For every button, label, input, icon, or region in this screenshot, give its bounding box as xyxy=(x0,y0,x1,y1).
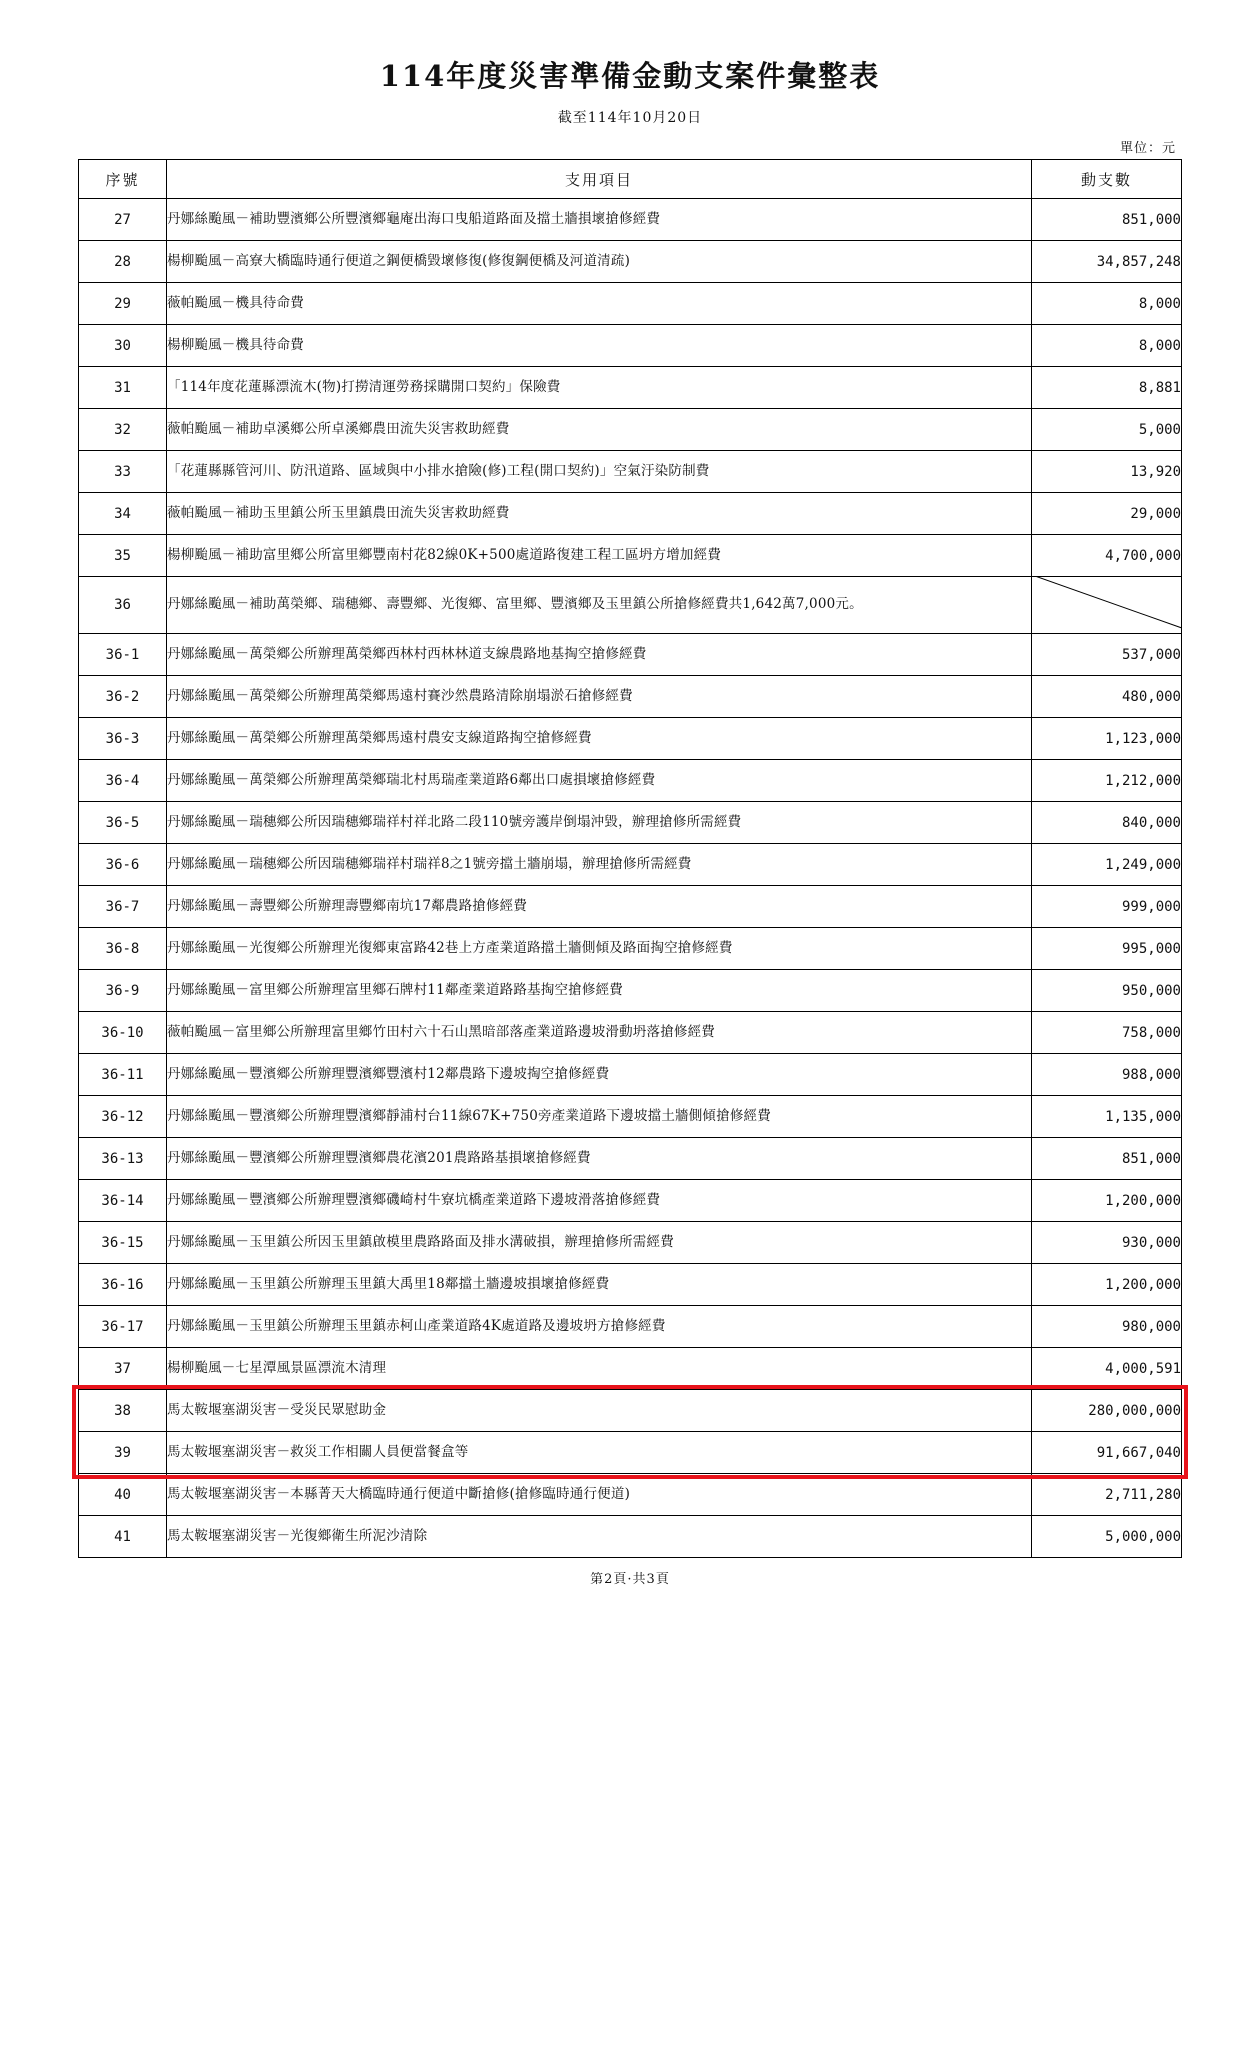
row-amount: 34,857,248 xyxy=(1032,241,1182,283)
row-sequence: 34 xyxy=(79,493,167,535)
row-sequence: 27 xyxy=(79,199,167,241)
row-amount: 950,000 xyxy=(1032,970,1182,1012)
row-sequence: 36-16 xyxy=(79,1264,167,1306)
row-item-description: 丹娜絲颱風－補助豐濱鄉公所豐濱鄉龜庵出海口曳船道路面及擋土牆損壞搶修經費 xyxy=(167,199,1032,241)
row-sequence: 36 xyxy=(79,577,167,634)
row-amount: 13,920 xyxy=(1032,451,1182,493)
row-sequence: 36-9 xyxy=(79,970,167,1012)
row-item-description: 薇帕颱風－補助卓溪鄉公所卓溪鄉農田流失災害救助經費 xyxy=(167,409,1032,451)
row-sequence: 36-5 xyxy=(79,802,167,844)
table-row xyxy=(79,718,1182,760)
row-sequence: 37 xyxy=(79,1348,167,1390)
row-sequence: 35 xyxy=(79,535,167,577)
table-row xyxy=(79,802,1182,844)
table-row xyxy=(79,493,1182,535)
table-row xyxy=(79,1264,1182,1306)
row-sequence: 36-3 xyxy=(79,718,167,760)
row-sequence: 36-4 xyxy=(79,760,167,802)
row-amount xyxy=(1032,577,1182,634)
row-amount: 1,200,000 xyxy=(1032,1180,1182,1222)
row-item-description: 丹娜絲颱風－玉里鎮公所因玉里鎮啟模里農路路面及排水溝破損，辦理搶修所需經費 xyxy=(167,1222,1032,1264)
row-amount: 8,000 xyxy=(1032,283,1182,325)
table-row xyxy=(79,325,1182,367)
row-amount: 4,000,591 xyxy=(1032,1348,1182,1390)
row-item-description: 馬太鞍堰塞湖災害－救災工作相關人員便當餐盒等 xyxy=(167,1432,1032,1474)
row-sequence: 36-7 xyxy=(79,886,167,928)
row-amount: 5,000,000 xyxy=(1032,1516,1182,1558)
row-item-description: 丹娜絲颱風－豐濱鄉公所辦理豐濱鄉農花濱201農路路基損壞搶修經費 xyxy=(167,1138,1032,1180)
row-amount: 5,000 xyxy=(1032,409,1182,451)
row-item-description: 丹娜絲颱風－豐濱鄉公所辦理豐濱鄉磯崎村牛寮坑橋產業道路下邊坡滑落搶修經費 xyxy=(167,1180,1032,1222)
column-header-amount: 動支數 xyxy=(1032,160,1182,199)
row-amount: 1,123,000 xyxy=(1032,718,1182,760)
row-sequence: 40 xyxy=(79,1474,167,1516)
table-row xyxy=(79,1012,1182,1054)
row-sequence: 39 xyxy=(79,1432,167,1474)
row-item-description: 「114年度花蓮縣漂流木(物)打撈清運勞務採購開口契約」保險費 xyxy=(167,367,1032,409)
row-item-description: 丹娜絲颱風－光復鄉公所辦理光復鄉東富路42巷上方產業道路擋土牆側傾及路面掏空搶修經費 xyxy=(167,928,1032,970)
row-amount: 2,711,280 xyxy=(1032,1474,1182,1516)
row-amount: 999,000 xyxy=(1032,886,1182,928)
table-row xyxy=(79,886,1182,928)
table-row xyxy=(79,535,1182,577)
row-sequence: 36-14 xyxy=(79,1180,167,1222)
table-body xyxy=(79,199,1182,1558)
row-item-description: 丹娜絲颱風－萬榮鄉公所辦理萬榮鄉西林村西林林道支線農路地基掏空搶修經費 xyxy=(167,634,1032,676)
table-row xyxy=(79,970,1182,1012)
row-sequence: 36-17 xyxy=(79,1306,167,1348)
row-item-description: 丹娜絲颱風－豐濱鄉公所辦理豐濱鄉靜浦村台11線67K+750旁產業道路下邊坡擋土牆側傾搶修經費 xyxy=(167,1096,1032,1138)
row-sequence: 36-12 xyxy=(79,1096,167,1138)
row-sequence: 36-11 xyxy=(79,1054,167,1096)
row-amount: 851,000 xyxy=(1032,1138,1182,1180)
row-item-description: 丹娜絲颱風－富里鄉公所辦理富里鄉石牌村11鄰產業道路路基掏空搶修經費 xyxy=(167,970,1032,1012)
table-header-row xyxy=(79,160,1182,199)
row-sequence: 38 xyxy=(79,1390,167,1432)
row-item-description: 楊柳颱風－高寮大橋臨時通行便道之鋼便橋毀壞修復(修復鋼便橋及河道清疏) xyxy=(167,241,1032,283)
row-amount: 851,000 xyxy=(1032,199,1182,241)
table-row xyxy=(79,1222,1182,1264)
table-row xyxy=(79,1306,1182,1348)
row-sequence: 36-10 xyxy=(79,1012,167,1054)
row-sequence: 32 xyxy=(79,409,167,451)
row-item-description: 馬太鞍堰塞湖災害－本縣菁天大橋臨時通行便道中斷搶修(搶修臨時通行便道) xyxy=(167,1474,1032,1516)
table-row xyxy=(79,1390,1182,1432)
row-item-description: 楊柳颱風－七星潭風景區漂流木清理 xyxy=(167,1348,1032,1390)
row-sequence: 36-15 xyxy=(79,1222,167,1264)
row-sequence: 30 xyxy=(79,325,167,367)
row-amount: 8,881 xyxy=(1032,367,1182,409)
row-sequence: 29 xyxy=(79,283,167,325)
row-item-description: 丹娜絲颱風－豐濱鄉公所辦理豐濱鄉豐濱村12鄰農路下邊坡掏空搶修經費 xyxy=(167,1054,1032,1096)
row-amount: 995,000 xyxy=(1032,928,1182,970)
row-item-description: 丹娜絲颱風－玉里鎮公所辦理玉里鎮大禹里18鄰擋土牆邊坡損壞搶修經費 xyxy=(167,1264,1032,1306)
column-header-item: 支用項目 xyxy=(167,160,1032,199)
row-amount: 8,000 xyxy=(1032,325,1182,367)
table-row xyxy=(79,1474,1182,1516)
row-item-description: 馬太鞍堰塞湖災害－光復鄉衛生所泥沙清除 xyxy=(167,1516,1032,1558)
table-row xyxy=(79,844,1182,886)
table-row xyxy=(79,676,1182,718)
row-amount: 4,700,000 xyxy=(1032,535,1182,577)
table-row xyxy=(79,1138,1182,1180)
row-sequence: 36-1 xyxy=(79,634,167,676)
row-amount: 988,000 xyxy=(1032,1054,1182,1096)
table-row xyxy=(79,634,1182,676)
row-item-description: 薇帕颱風－富里鄉公所辦理富里鄉竹田村六十石山黑暗部落產業道路邊坡滑動坍落搶修經費 xyxy=(167,1012,1032,1054)
table-row xyxy=(79,241,1182,283)
row-amount: 29,000 xyxy=(1032,493,1182,535)
row-amount: 758,000 xyxy=(1032,1012,1182,1054)
row-amount: 537,000 xyxy=(1032,634,1182,676)
table-row xyxy=(79,409,1182,451)
row-sequence: 31 xyxy=(79,367,167,409)
row-amount: 1,135,000 xyxy=(1032,1096,1182,1138)
page-title: 114年度災害準備金動支案件彙整表 xyxy=(379,59,881,93)
row-amount: 930,000 xyxy=(1032,1222,1182,1264)
table-row xyxy=(79,928,1182,970)
row-item-description: 馬太鞍堰塞湖災害－受災民眾慰助金 xyxy=(167,1390,1032,1432)
row-item-description: 丹娜絲颱風－瑞穗鄉公所因瑞穗鄉瑞祥村祥北路二段110號旁護岸倒塌沖毀，辦理搶修所需經費 xyxy=(167,802,1032,844)
row-sequence: 36-8 xyxy=(79,928,167,970)
row-sequence: 36-6 xyxy=(79,844,167,886)
row-item-description: 丹娜絲颱風－萬榮鄉公所辦理萬榮鄉瑞北村馬瑞產業道路6鄰出口處損壞搶修經費 xyxy=(167,760,1032,802)
row-sequence: 36-2 xyxy=(79,676,167,718)
table-row xyxy=(79,760,1182,802)
row-amount: 980,000 xyxy=(1032,1306,1182,1348)
row-item-description: 楊柳颱風－機具待命費 xyxy=(167,325,1032,367)
row-item-description: 丹娜絲颱風－萬榮鄉公所辦理萬榮鄉馬遠村賽沙然農路清除崩塌淤石搶修經費 xyxy=(167,676,1032,718)
row-amount: 280,000,000 xyxy=(1032,1390,1182,1432)
table-row xyxy=(79,1432,1182,1474)
row-item-description: 丹娜絲颱風－玉里鎮公所辦理玉里鎮赤柯山產業道路4K處道路及邊坡坍方搶修經費 xyxy=(167,1306,1032,1348)
table-row xyxy=(79,1054,1182,1096)
row-amount: 480,000 xyxy=(1032,676,1182,718)
row-item-description: 丹娜絲颱風－壽豐鄉公所辦理壽豐鄉南坑17鄰農路搶修經費 xyxy=(167,886,1032,928)
expenditure-table xyxy=(78,159,1182,1558)
column-header-seq: 序號 xyxy=(79,160,167,199)
row-item-description: 薇帕颱風－機具待命費 xyxy=(167,283,1032,325)
row-amount: 1,200,000 xyxy=(1032,1264,1182,1306)
table-row xyxy=(79,283,1182,325)
table-row xyxy=(79,1516,1182,1558)
row-item-description: 丹娜絲颱風－補助萬榮鄉、瑞穗鄉、壽豐鄉、光復鄉、富里鄉、豐濱鄉及玉里鎮公所搶修經費共1,642萬7,000元。 xyxy=(167,577,1032,634)
row-sequence: 36-13 xyxy=(79,1138,167,1180)
row-item-description: 楊柳颱風－補助富里鄉公所富里鄉豐南村花82線0K+500處道路復建工程工區坍方增加經費 xyxy=(167,535,1032,577)
table-row xyxy=(79,1348,1182,1390)
table-row xyxy=(79,1096,1182,1138)
row-amount: 1,212,000 xyxy=(1032,760,1182,802)
row-item-description: 薇帕颱風－補助玉里鎮公所玉里鎮農田流失災害救助經費 xyxy=(167,493,1032,535)
table-row xyxy=(79,367,1182,409)
row-sequence: 41 xyxy=(79,1516,167,1558)
table-row xyxy=(79,1180,1182,1222)
table-row xyxy=(79,451,1182,493)
row-item-description: 丹娜絲颱風－萬榮鄉公所辦理萬榮鄉馬遠村農安支線道路掏空搶修經費 xyxy=(167,718,1032,760)
row-amount: 1,249,000 xyxy=(1032,844,1182,886)
page-footer: 第2頁·共3頁 xyxy=(590,1572,670,1587)
row-item-description: 「花蓮縣縣管河川、防汛道路、區域與中小排水搶險(修)工程(開口契約)」空氣汙染防制費 xyxy=(167,451,1032,493)
row-sequence: 28 xyxy=(79,241,167,283)
row-amount: 91,667,040 xyxy=(1032,1432,1182,1474)
row-item-description: 丹娜絲颱風－瑞穗鄉公所因瑞穗鄉瑞祥村瑞祥8之1號旁擋土牆崩塌，辦理搶修所需經費 xyxy=(167,844,1032,886)
row-sequence: 33 xyxy=(79,451,167,493)
unit-label: 單位：元 xyxy=(1119,141,1176,156)
page-subtitle: 截至114年10月20日 xyxy=(557,110,703,126)
table-row xyxy=(79,577,1182,634)
row-amount: 840,000 xyxy=(1032,802,1182,844)
table-row xyxy=(79,199,1182,241)
